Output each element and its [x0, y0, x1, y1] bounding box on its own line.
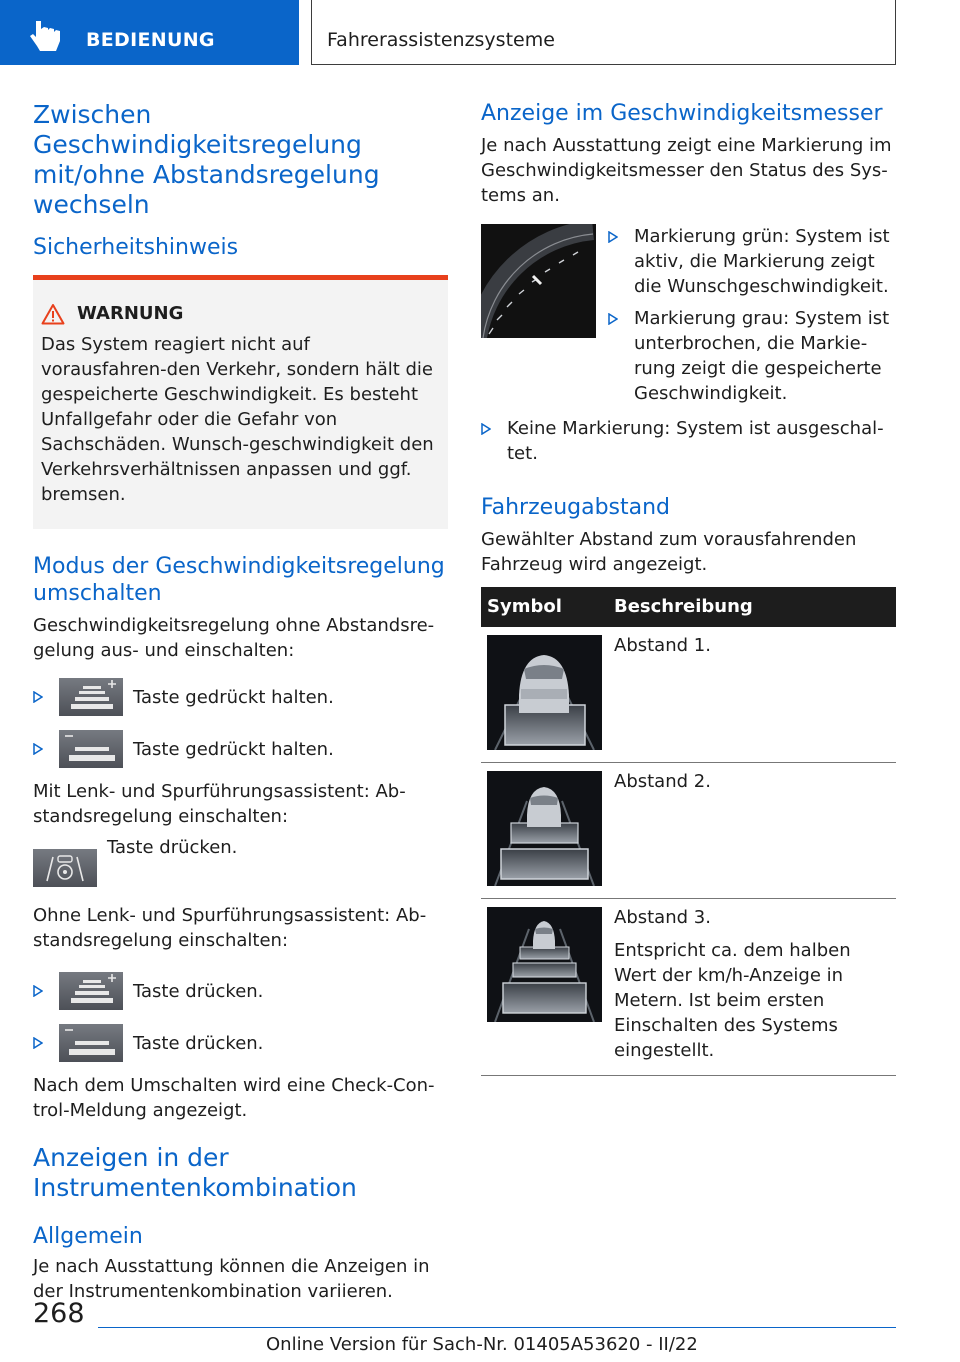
table-cell-description: Abstand 2. [614, 771, 711, 792]
safety-heading: Sicherheitshinweis [33, 235, 239, 260]
lane-intro: Mit Lenk- und Spurführungsassistent: Ab-standsregelung einschalten: [33, 781, 406, 827]
distance-increase-button-icon [59, 972, 123, 1010]
lane-button-row [33, 839, 448, 895]
distance-heading: Fahrzeugabstand [481, 495, 671, 520]
list-item [481, 416, 896, 466]
lane-assist-button-icon [33, 849, 97, 887]
list-item [33, 965, 448, 1017]
bullet-triangle-icon [608, 231, 618, 243]
bullet-triangle-icon [33, 985, 43, 997]
distance-intro: Gewählter Abstand zum vorausfahrenden Fahrzeug wird angezeigt. [481, 529, 857, 575]
warning-text: Das System reagiert nicht auf vorausfahren-den Verkehr, sondern hält die gespeicherte Geschwindigkeit. Es besteht Unfallgefahr oder die Gefahr von Sachschäden. Wunsch-geschwindigkeit den Verkehrsverhältnissen anpassen und ggf. bremsen. [41, 334, 434, 505]
table-header-symbol: Symbol [481, 587, 608, 627]
list-item-text: Taste drücken. [133, 980, 264, 1002]
warning-box [33, 275, 448, 529]
after-text: Nach dem Umschalten wird eine Check-Con-trol-Meldung angezeigt. [33, 1075, 435, 1121]
section-label: BEDIENUNG [86, 29, 215, 51]
general-heading: Allgemein [33, 1224, 143, 1249]
bullet-triangle-icon [608, 313, 618, 325]
list-item [33, 671, 448, 723]
page-number: 268 [33, 1298, 85, 1329]
distance-increase-button-icon [59, 678, 123, 716]
list-item-text: Markierung grün: System ist aktiv, die Markierung zeigt die Wunschgeschwindigkeit. [634, 226, 890, 297]
list-item [33, 723, 448, 775]
distance-2-image [487, 771, 602, 886]
chapter-header [311, 0, 896, 65]
speedometer-image [481, 224, 596, 338]
distance-3-image [487, 907, 602, 1022]
table-row [481, 899, 896, 1076]
list-item [608, 306, 898, 406]
list-item-text: Taste gedrückt halten. [133, 738, 334, 760]
warning-label: WARNUNG [77, 303, 184, 324]
mode-intro: Geschwindigkeitsregelung ohne Abstandsre-gelung aus- und einschalten: [33, 615, 435, 661]
list-item-text: Markierung grau: System ist unterbrochen, die Markie-rung zeigt die gespeicherte Geschwindigkeit. [634, 308, 890, 404]
left-column [33, 100, 448, 1304]
display-heading: Anzeigen in der Instrumentenkombination [33, 1143, 357, 1202]
bullet-triangle-icon [33, 1037, 43, 1049]
footer-divider [98, 1327, 896, 1328]
speedo-intro: Je nach Ausstattung zeigt eine Markierung im Geschwindigkeitsmesser den Status des Sys-tems an. [481, 135, 892, 206]
speedo-block [481, 224, 896, 406]
table-header-description: Beschreibung [608, 587, 896, 627]
general-text: Je nach Ausstattung können die Anzeigen in der Instrumentenkombination variieren. [33, 1256, 430, 1302]
section-title: Zwischen Geschwindigkeitsregelung mit/ohne Abstandsregelung wechseln [33, 100, 380, 219]
table-row [481, 627, 896, 763]
list-item [33, 1017, 448, 1069]
mode-heading: Modus der Geschwindigkeitsregelung umschalten [33, 554, 445, 606]
table-row [481, 763, 896, 899]
lane-item-text: Taste drücken. [107, 837, 238, 858]
distance-table [481, 587, 896, 1076]
table-cell-extra: Entspricht ca. dem halben Wert der km/h-Anzeige in Metern. Ist beim ersten Einschalten des Systems eingestellt. [614, 940, 851, 1061]
hand-pointer-icon [28, 19, 68, 53]
bullet-triangle-icon [481, 423, 491, 435]
list-item-text: Taste drücken. [133, 1032, 264, 1054]
chapter-label: Fahrerassistenzsysteme [327, 29, 555, 51]
distance-1-image [487, 635, 602, 750]
distance-decrease-button-icon [59, 1024, 123, 1062]
warning-triangle-icon [41, 303, 65, 325]
speedo-list [608, 224, 898, 406]
bullet-triangle-icon [33, 743, 43, 755]
list-item [608, 224, 898, 299]
nolane-intro: Ohne Lenk- und Spurführungsassistent: Ab-standsregelung einschalten: [33, 905, 427, 951]
distance-decrease-button-icon [59, 730, 123, 768]
speedo-list-2 [481, 416, 896, 466]
right-column [481, 100, 896, 1076]
online-version-text: Online Version für Sach-Nr. 01405A53620 - II/22 [266, 1334, 698, 1355]
table-cell-description: Abstand 3. [614, 907, 711, 928]
section-tab [0, 0, 299, 65]
speedo-heading: Anzeige im Geschwindigkeitsmesser [481, 101, 883, 126]
bullet-triangle-icon [33, 691, 43, 703]
list-item-text: Keine Markierung: System ist ausgeschal-tet. [507, 418, 884, 464]
table-cell-description: Abstand 1. [614, 635, 711, 656]
list-item-text: Taste gedrückt halten. [133, 686, 334, 708]
